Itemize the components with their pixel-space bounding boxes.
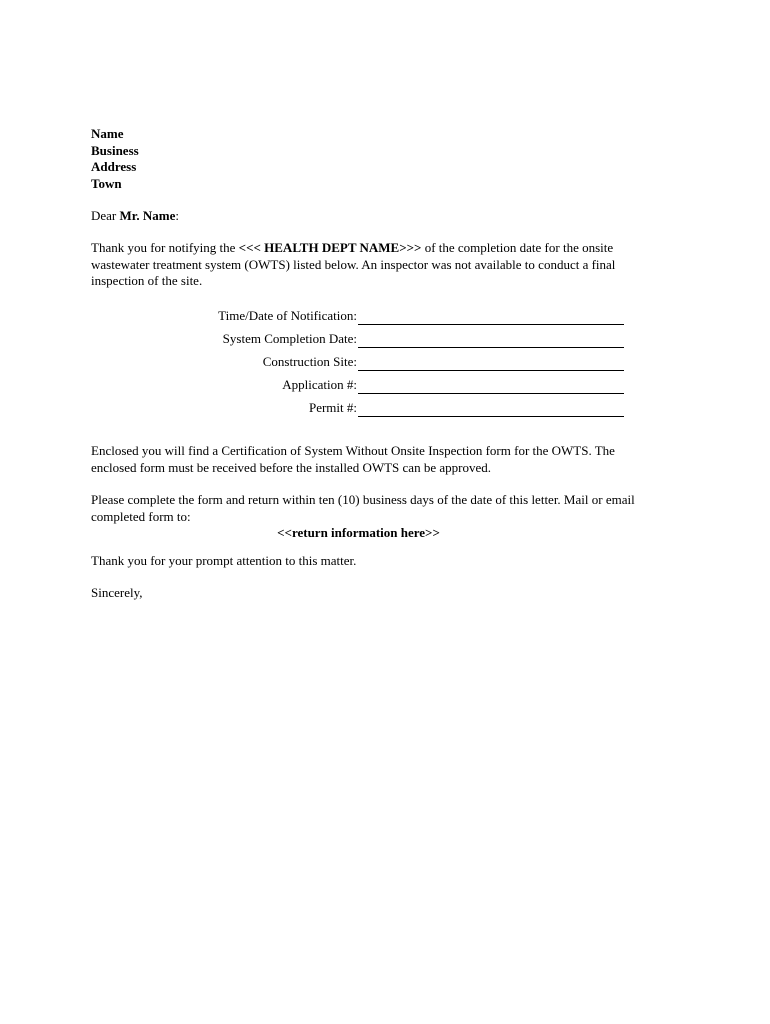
field-row-notification <box>130 308 630 331</box>
thanks-paragraph: Thank you for your prompt attention to this matter. <box>91 553 357 568</box>
recipient-town: Town <box>91 175 122 191</box>
recipient-block <box>91 126 139 192</box>
complete-line-1: Please complete the form and return within ten (10) business days of the date of this letter. Mail or email <box>91 492 635 507</box>
intro-text-2: of the completion date for the onsite <box>421 240 614 255</box>
field-label-application: Application #: <box>282 377 357 392</box>
intro-paragraph <box>91 240 691 290</box>
field-label-permit: Permit #: <box>308 400 357 415</box>
return-information: <<return information here>> <box>277 525 440 540</box>
field-row-completion <box>130 331 630 354</box>
complete-line-2: completed form to: <box>91 508 191 524</box>
field-line-permit[interactable] <box>358 416 624 417</box>
field-row-construction-site <box>130 354 630 377</box>
enclosed-line-1: Enclosed you will find a Certification of System Without Onsite Inspection form for the OWTS. The <box>91 443 615 458</box>
notification-fields <box>130 308 630 423</box>
salutation-suffix: : <box>175 208 179 223</box>
field-line-application[interactable] <box>358 393 624 394</box>
field-row-permit <box>130 400 630 423</box>
closing: Sincerely, <box>91 585 143 600</box>
salutation-prefix: Dear <box>91 208 120 223</box>
field-row-application <box>130 377 630 400</box>
intro-line-3: inspection of the site. <box>91 273 203 288</box>
intro-line-2: wastewater treatment system (OWTS) listed below. An inspector was not available to conduct a final <box>91 256 616 272</box>
enclosed-line-2: enclosed form must be received before the installed OWTS can be approved. <box>91 459 491 475</box>
enclosed-paragraph <box>91 443 691 476</box>
field-line-completion[interactable] <box>358 347 624 348</box>
recipient-name: Name <box>91 126 124 141</box>
field-line-construction-site[interactable] <box>358 370 624 371</box>
field-label-completion: System Completion Date: <box>222 331 357 346</box>
field-label-construction-site: Construction Site: <box>262 354 357 369</box>
complete-paragraph <box>91 492 711 542</box>
health-dept-name: <<< HEALTH DEPT NAME>>> <box>238 240 422 255</box>
field-label-notification: Time/Date of Notification: <box>218 308 357 323</box>
intro-text-1: Thank you for notifying the <box>91 240 239 255</box>
recipient-business: Business <box>91 142 139 158</box>
salutation-name: Mr. Name <box>119 208 176 223</box>
salutation <box>91 208 691 225</box>
recipient-address: Address <box>91 159 137 174</box>
field-line-notification[interactable] <box>358 324 624 325</box>
